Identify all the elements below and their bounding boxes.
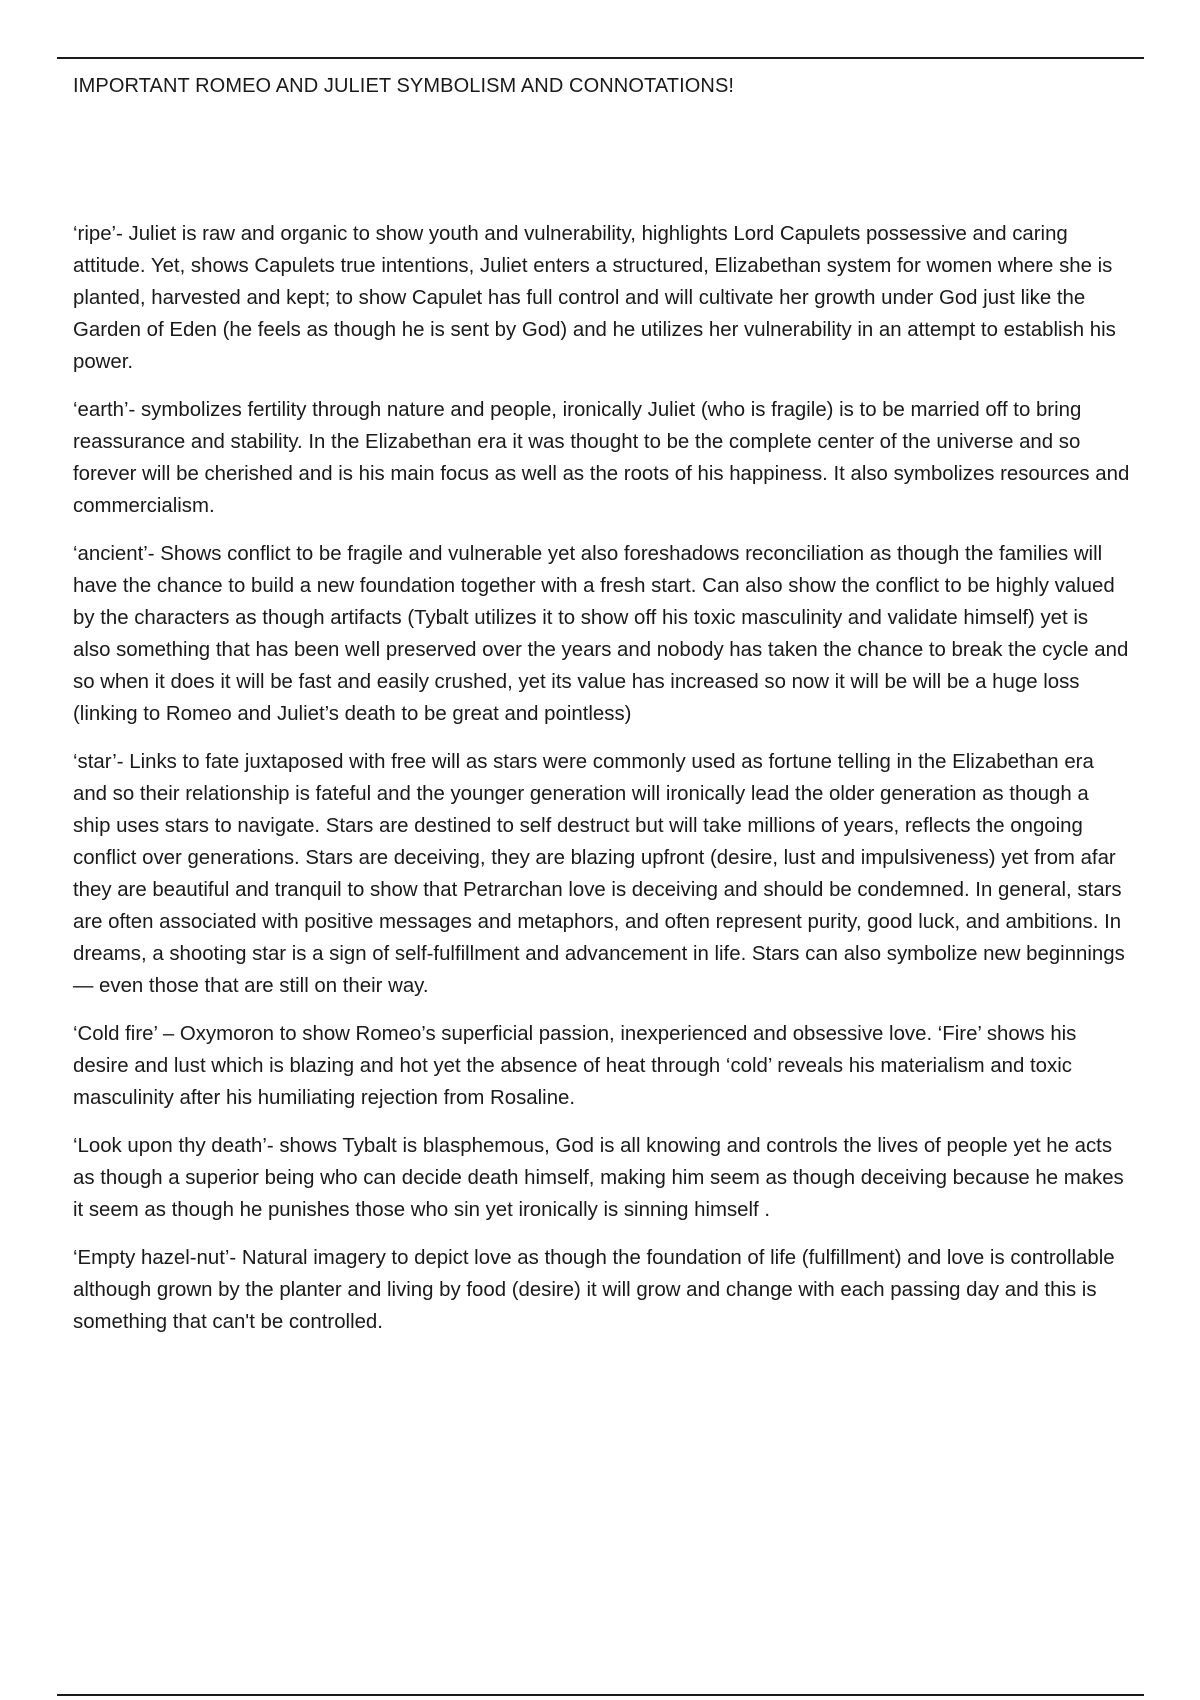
document-body — [73, 218, 1131, 1354]
paragraph-star: ‘star’- Links to fate juxtaposed with free will as stars were commonly used as fortune telling in the Elizabethan era and so their relationship is fateful and the younger generation will ironically lead the older generation as though a ship uses stars to navigate. Stars are destined to self destruct but will take millions of years, reflects the ongoing conflict over generations. Stars are deceiving, they are blazing upfront (desire, lust and impulsiveness) yet from afar they are beautiful and tranquil to show that Petrarchan love is deceiving and should be condemned. In general, stars are often associated with positive messages and metaphors, and often represent purity, good luck, and ambitions. In dreams, a shooting star is a sign of self-fulfillment and advancement in life. Stars can also symbolize new beginnings — even those that are still on their way. — [73, 751, 1125, 997]
paragraph-cold-fire: ‘Cold fire’ – Oxymoron to show Romeo’s superficial passion, inexperienced and obsessive love. ‘Fire’ shows his desire and lust which is blazing and hot yet the absence of heat through ‘cold’ reveals his materialism and toxic masculinity after his humiliating rejection from Rosaline. — [73, 1023, 1077, 1109]
paragraph-empty-hazel-nut: ‘Empty hazel-nut’- Natural imagery to depict love as though the foundation of life (fulfillment) and love is controllable although grown by the planter and living by food (desire) it will grow and change with each passing day and this is something that can't be controlled. — [73, 1247, 1115, 1333]
footer-rule — [57, 1694, 1144, 1696]
header-rule — [57, 57, 1144, 59]
paragraph-earth: ‘earth’- symbolizes fertility through nature and people, ironically Juliet (who is fragile) is to be married off to bring reassurance and stability. In the Elizabethan era it was thought to be the complete center of the universe and so forever will be cherished and is his main focus as well as the roots of his happiness. It also symbolizes resources and commercialism. — [73, 399, 1130, 517]
document-title: IMPORTANT ROMEO AND JULIET SYMBOLISM AND CONNOTATIONS! — [73, 75, 735, 97]
paragraph-look-upon-thy-death: ‘Look upon thy death’- shows Tybalt is blasphemous, God is all knowing and controls the lives of people yet he acts as though a superior being who can decide death himself, making him seem as though deceiving because he makes it seem as though he punishes those who sin yet ironically is sinning himself . — [73, 1135, 1124, 1221]
paragraph-ancient: ‘ancient’- Shows conflict to be fragile and vulnerable yet also foreshadows reconciliation as though the families will have the chance to build a new foundation together with a fresh start. Can also show the conflict to be highly valued by the characters as though artifacts (Tybalt utilizes it to show off his toxic masculinity and validate himself) yet is also something that has been well preserved over the years and nobody has taken the chance to break the cycle and so when it does it will be fast and easily crushed, yet its value has increased so now it will be will be a huge loss (linking to Romeo and Juliet’s death to be great and pointless) — [73, 543, 1129, 725]
paragraph-ripe: ‘ripe’- Juliet is raw and organic to show youth and vulnerability, highlights Lord Capulets possessive and caring attitude. Yet, shows Capulets true intentions, Juliet enters a structured, Elizabethan system for women where she is planted, harvested and kept; to show Capulet has full control and will cultivate her growth under God just like the Garden of Eden (he feels as though he is sent by God) and he utilizes her vulnerability in an attempt to establish his power. — [73, 223, 1116, 373]
